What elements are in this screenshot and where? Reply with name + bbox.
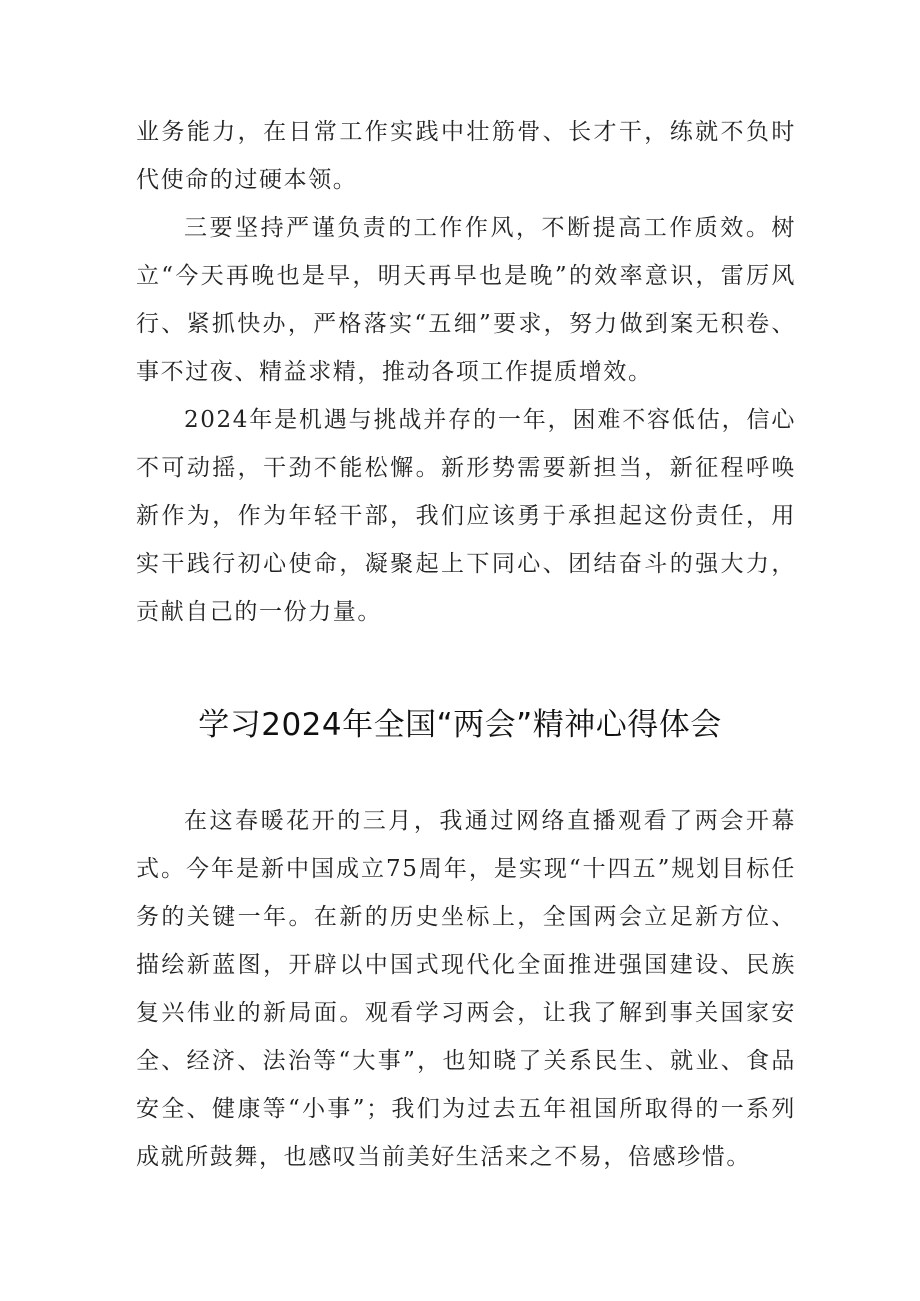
paragraph-continuation: 业务能力，在日常工作实践中壮筋骨、长才干，练就不负时代使命的过硬本领。 (136, 119, 796, 193)
paragraph-two-sessions: 在这春暖花开的三月，我通过网络直播观看了两会开幕式。今年是新中国成立75周年，是实现“十四五”规划目标任务的关键一年。在新的历史坐标上，全国两会立足新方位、描绘新蓝图，开辟以中国式现代化全面推进强国建设、民族复兴伟业的新局面。观看学习两会，让我了解到事关国家安全、经济、法治等“大事”，也知晓了关系民生、就业、食品安全、健康等“小事”；我们为过去五年祖国所取得的一系列成就所鼓舞，也感叹当前美好生活来之不易，倍感珍惜。 (136, 808, 796, 1170)
paragraph-2024-outlook: 2024年是机遇与挑战并存的一年，困难不容低估，信心不可动摇，干劲不能松懈。新形势需要新担当，新征程呼唤新作为，作为年轻干部，我们应该勇于承担起这份责任，用实干践行初心使命，凝聚起上下同心、团结奋斗的强大力，贡献自己的一份力量。 (136, 407, 796, 625)
article-title: 学习2024年全国“两会”精神心得体会 (198, 707, 722, 743)
paragraph-work-style: 三要坚持严谨负责的工作作风，不断提高工作质效。树立“今天再晚也是早，明天再早也是晚”的效率意识，雷厉风行、紧抓快办，严格落实“五细”要求，努力做到案无积卷、事不过夜、精益求精，推动各项工作提质增效。 (136, 215, 796, 385)
